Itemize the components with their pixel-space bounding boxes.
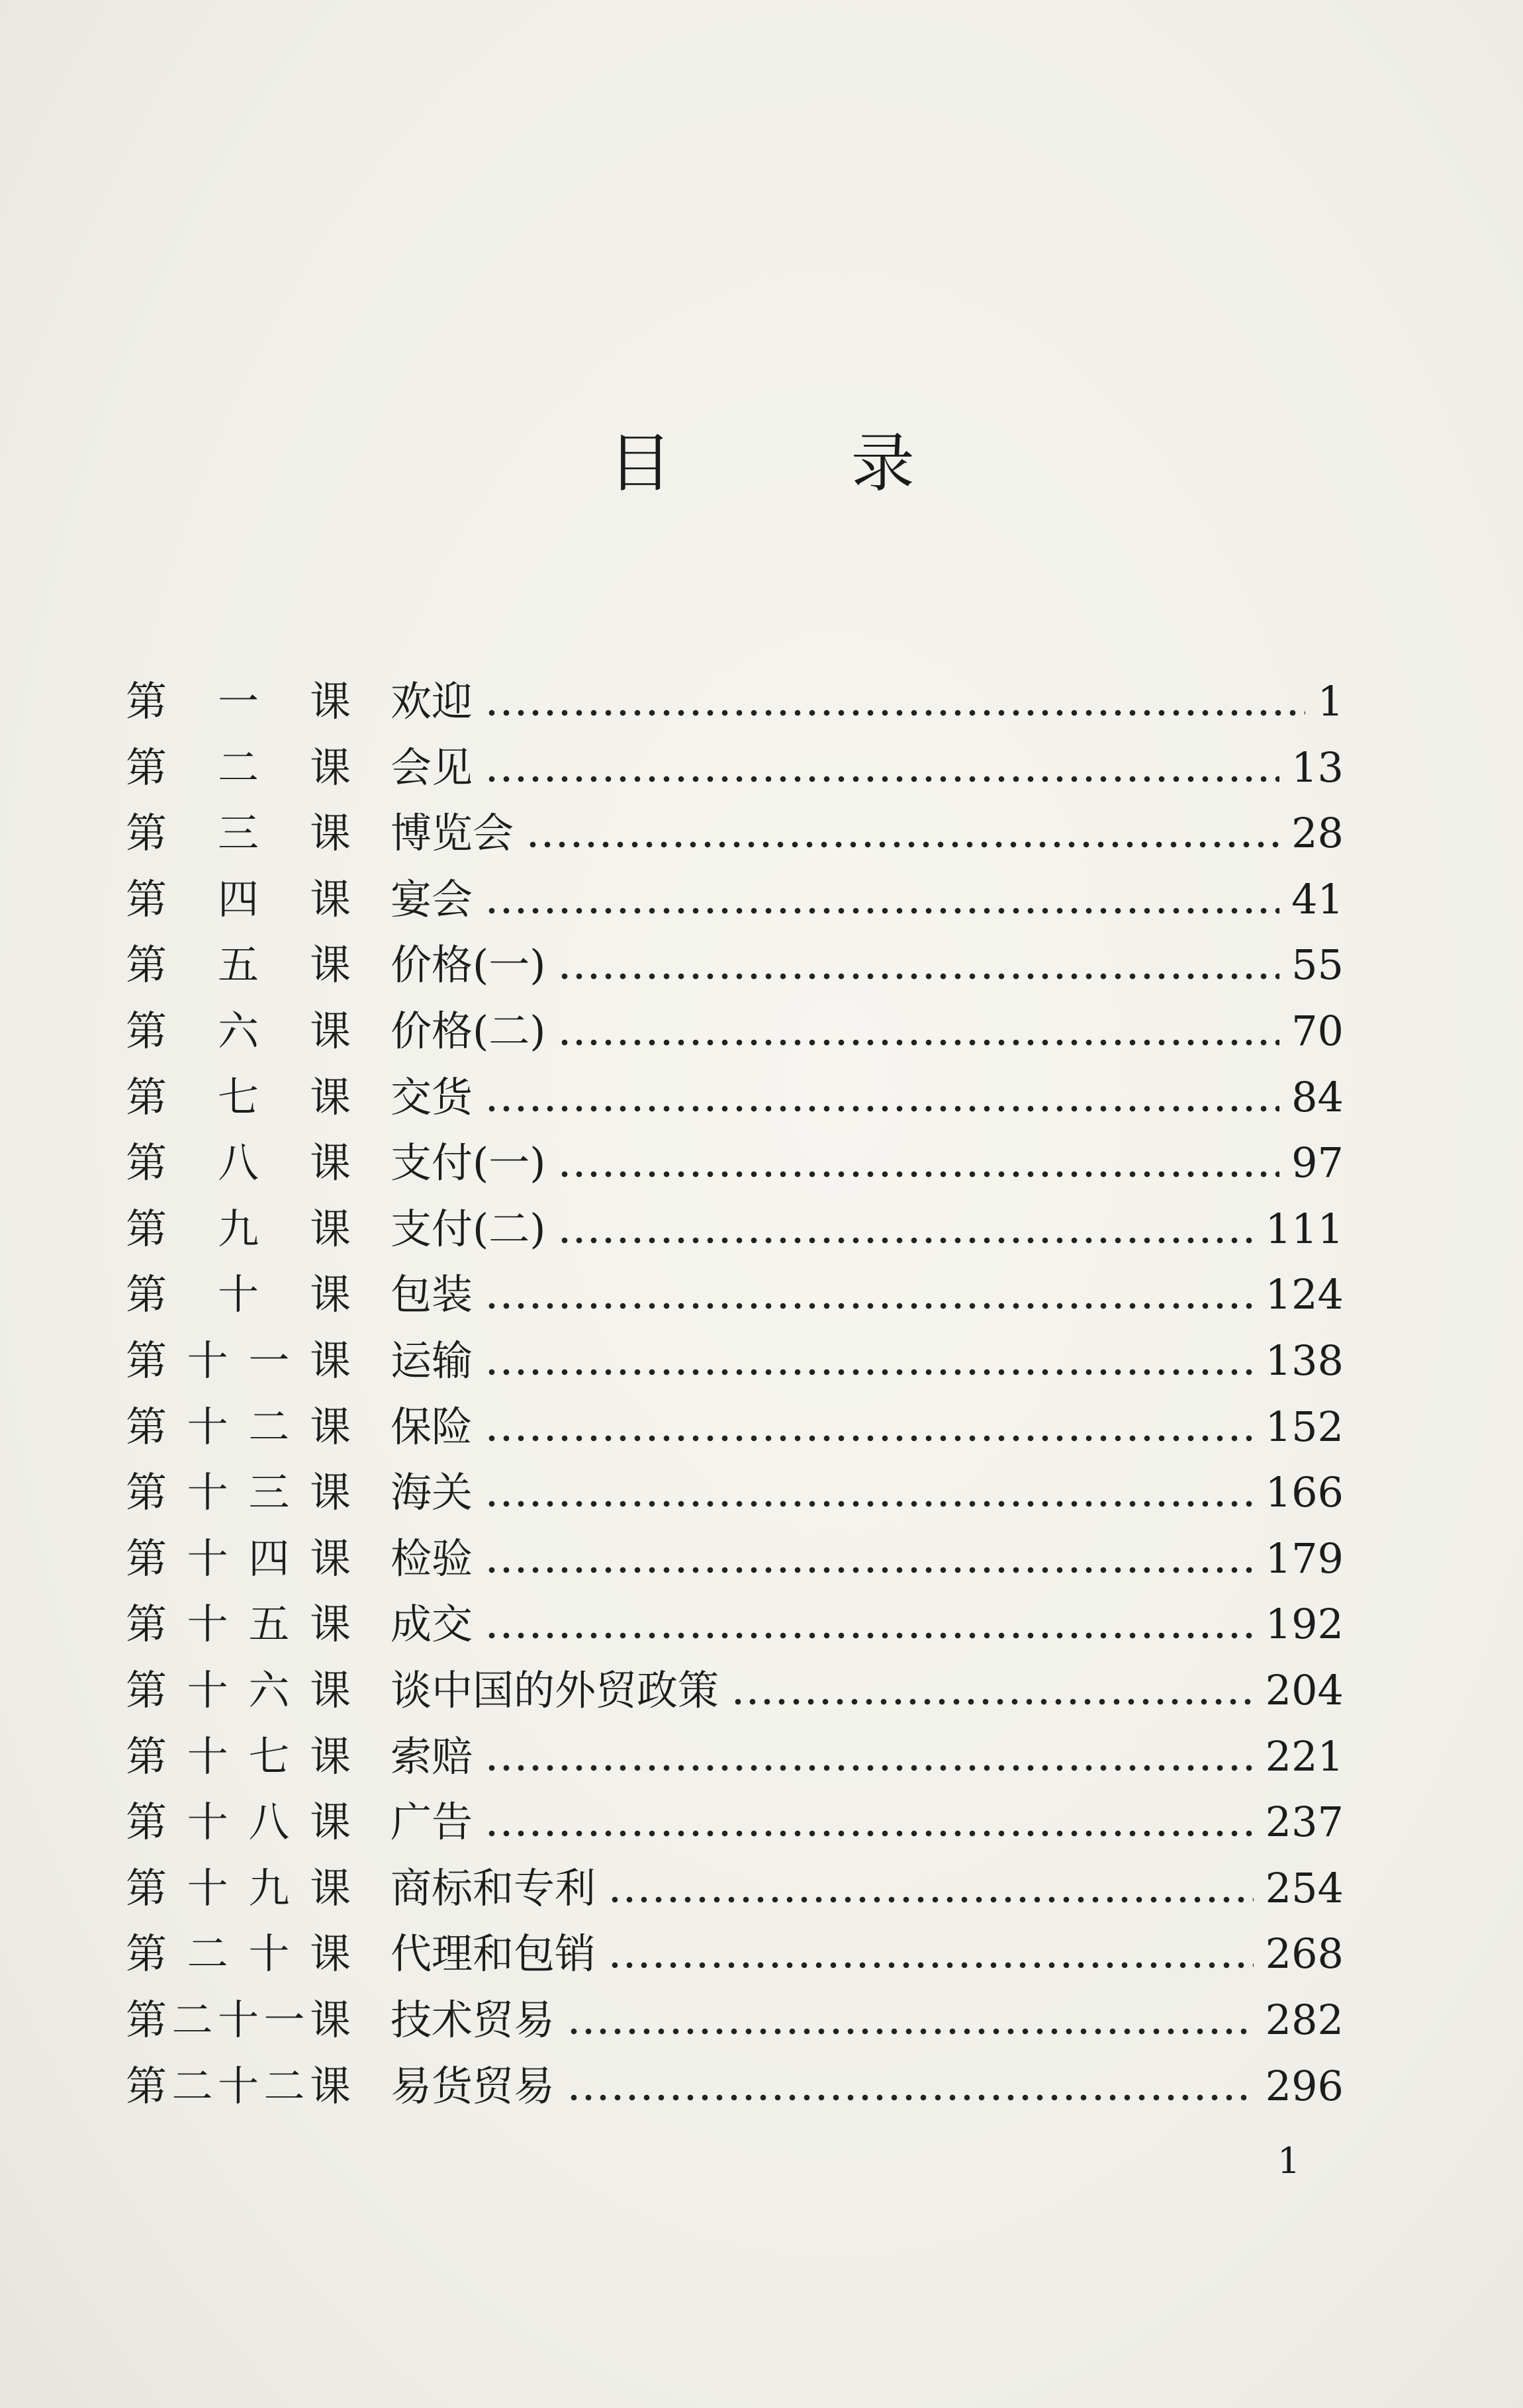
lesson-number — [126, 1724, 351, 1790]
dot-leader — [567, 1987, 1254, 2053]
lesson-number-char: 三 — [217, 809, 259, 858]
lesson-number-char: 八 — [217, 1138, 259, 1187]
lesson-number — [126, 1459, 351, 1526]
dot-leader — [485, 1328, 1254, 1394]
lesson-title: 支付(一) — [391, 1138, 546, 1187]
page-number: 97 — [1291, 1138, 1344, 1187]
dot-leader — [485, 669, 1305, 735]
lesson-number-char: 七 — [248, 1732, 290, 1781]
lesson-number-char: 课 — [309, 743, 351, 792]
lesson-number — [126, 1657, 351, 1724]
lesson-title: 博览会 — [391, 809, 514, 858]
lesson-title: 索赔 — [391, 1732, 473, 1781]
lesson-number-char: 第 — [126, 1666, 167, 1714]
page-number: 1 — [1317, 677, 1344, 725]
page-number: 296 — [1265, 2061, 1344, 2110]
lesson-number-char: 课 — [309, 1402, 351, 1451]
lesson-number-char: 课 — [309, 1336, 351, 1385]
lesson-title: 谈中国的外贸政策 — [391, 1666, 719, 1714]
toc-entry[interactable] — [126, 932, 1344, 998]
lesson-number-char: 课 — [309, 1072, 351, 1121]
dot-leader — [608, 1855, 1254, 1922]
lesson-title: 价格(二) — [391, 1007, 546, 1055]
toc-entry[interactable] — [126, 1459, 1344, 1526]
lesson-number-char: 第 — [126, 1732, 167, 1781]
lesson-title: 检验 — [391, 1534, 473, 1583]
dot-leader — [485, 1591, 1254, 1657]
lesson-number — [126, 1987, 351, 2053]
lesson-number-char: 第 — [126, 1007, 167, 1055]
lesson-number-char: 十 — [187, 1666, 228, 1714]
lesson-number-char: 课 — [309, 1007, 351, 1055]
lesson-number-char: 十 — [217, 2061, 259, 2110]
lesson-number-char: 五 — [248, 1600, 290, 1649]
toc-entry[interactable] — [126, 866, 1344, 933]
lesson-number-char: 七 — [217, 1072, 259, 1121]
lesson-title: 商标和专利 — [391, 1863, 596, 1912]
lesson-title: 运输 — [391, 1336, 473, 1385]
lesson-title: 交货 — [391, 1072, 473, 1121]
lesson-title: 海关 — [391, 1468, 473, 1517]
page-number: 84 — [1291, 1072, 1344, 1121]
page-number: 138 — [1265, 1336, 1344, 1385]
lesson-title: 会见 — [391, 743, 473, 792]
lesson-number — [126, 735, 351, 801]
lesson-title: 广告 — [391, 1798, 473, 1847]
lesson-number — [126, 1196, 351, 1262]
lesson-title: 支付(二) — [391, 1204, 546, 1253]
dot-leader — [485, 1526, 1254, 1592]
lesson-title: 保险 — [391, 1402, 473, 1451]
lesson-number-char: 课 — [309, 1929, 351, 1978]
lesson-number-char: 课 — [309, 809, 351, 858]
page-number: 41 — [1291, 874, 1344, 923]
page-number: 179 — [1265, 1534, 1344, 1583]
page-number: 28 — [1291, 809, 1344, 858]
lesson-number-char: 第 — [126, 1534, 167, 1583]
lesson-number — [126, 866, 351, 933]
lesson-number-char: 十 — [187, 1336, 228, 1385]
toc-entry[interactable] — [126, 1262, 1344, 1328]
lesson-number-char: 十 — [217, 1270, 259, 1319]
toc-entry[interactable] — [126, 1724, 1344, 1790]
dot-leader — [608, 1921, 1254, 1987]
lesson-number-char: 八 — [248, 1798, 290, 1847]
lesson-number-char: 九 — [248, 1863, 290, 1912]
toc-entry[interactable] — [126, 1855, 1344, 1922]
lesson-title: 易货贸易 — [391, 2061, 555, 2110]
page-number: 268 — [1265, 1929, 1344, 1978]
lesson-number-char: 十 — [248, 1929, 290, 1978]
lesson-number-char: 课 — [309, 1468, 351, 1517]
lesson-number-char: 十 — [187, 1468, 228, 1517]
lesson-number-char: 三 — [248, 1468, 290, 1517]
lesson-number-char: 课 — [309, 1534, 351, 1583]
lesson-number-char: 十 — [187, 1402, 228, 1451]
page-number: 237 — [1265, 1798, 1344, 1847]
lesson-number-char: 第 — [126, 2061, 167, 2110]
lesson-number-char: 课 — [309, 1138, 351, 1187]
dot-leader — [485, 866, 1279, 933]
dot-leader — [731, 1657, 1254, 1724]
lesson-number-char: 第 — [126, 1072, 167, 1121]
page-number: 13 — [1291, 743, 1344, 792]
page-number: 221 — [1265, 1732, 1344, 1781]
lesson-number — [126, 1921, 351, 1987]
lesson-number-char: 二 — [171, 1996, 213, 2044]
toc-entry[interactable] — [126, 998, 1344, 1064]
lesson-number — [126, 1394, 351, 1460]
lesson-number — [126, 1855, 351, 1922]
lesson-number-char: 课 — [309, 1204, 351, 1253]
toc-entry[interactable] — [126, 1130, 1344, 1196]
page-number: 152 — [1265, 1402, 1344, 1451]
lesson-number — [126, 800, 351, 866]
page-number: 192 — [1265, 1600, 1344, 1649]
dot-leader — [557, 932, 1279, 998]
lesson-title: 代理和包销 — [391, 1929, 596, 1978]
toc-entry[interactable] — [126, 1394, 1344, 1460]
lesson-number-char: 课 — [309, 1270, 351, 1319]
lesson-number — [126, 998, 351, 1064]
dot-leader — [557, 998, 1279, 1064]
lesson-number-char: 第 — [126, 1996, 167, 2044]
lesson-number-char: 十 — [217, 1996, 259, 2044]
lesson-number-char: 第 — [126, 743, 167, 792]
lesson-title: 宴会 — [391, 874, 473, 923]
lesson-number-char: 十 — [187, 1534, 228, 1583]
lesson-number-char: 课 — [309, 1996, 351, 2044]
page-number: 124 — [1265, 1270, 1344, 1319]
lesson-number-char: 第 — [126, 677, 167, 725]
lesson-number — [126, 1064, 351, 1131]
toc-entry[interactable] — [126, 669, 1344, 735]
lesson-number-char: 二 — [263, 2061, 305, 2110]
dot-leader — [485, 735, 1279, 801]
lesson-number-char: 四 — [217, 874, 259, 923]
toc-entry[interactable] — [126, 800, 1344, 866]
lesson-number-char: 十 — [187, 1863, 228, 1912]
toc-entry[interactable] — [126, 1064, 1344, 1131]
lesson-number-char: 第 — [126, 1270, 167, 1319]
toc-entry[interactable] — [126, 1789, 1344, 1855]
lesson-number-char: 第 — [126, 1468, 167, 1517]
lesson-number-char: 六 — [248, 1666, 290, 1714]
toc-entry[interactable] — [126, 1526, 1344, 1592]
lesson-number — [126, 1591, 351, 1657]
page-number: 111 — [1265, 1204, 1344, 1253]
dot-leader — [557, 1196, 1253, 1262]
lesson-number — [126, 932, 351, 998]
lesson-number-char: 第 — [126, 1600, 167, 1649]
toc-entry[interactable] — [126, 2053, 1344, 2119]
lesson-number — [126, 2053, 351, 2119]
lesson-number-char: 一 — [263, 1996, 305, 2044]
lesson-number-char: 二 — [248, 1402, 290, 1451]
lesson-number-char: 课 — [309, 1732, 351, 1781]
lesson-number — [126, 1262, 351, 1328]
toc-entry[interactable] — [126, 735, 1344, 801]
lesson-number-char: 第 — [126, 809, 167, 858]
dot-leader — [485, 1459, 1254, 1526]
lesson-number-char: 课 — [309, 677, 351, 725]
lesson-number-char: 十 — [187, 1600, 228, 1649]
page-number: 166 — [1265, 1468, 1344, 1517]
lesson-number — [126, 1328, 351, 1394]
lesson-number-char: 课 — [309, 874, 351, 923]
dot-leader — [485, 1724, 1254, 1790]
lesson-number-char: 课 — [309, 1798, 351, 1847]
lesson-title: 成交 — [391, 1600, 473, 1649]
lesson-number-char: 第 — [126, 1929, 167, 1978]
lesson-number — [126, 1130, 351, 1196]
folio-page-number: 1 — [1277, 2140, 1301, 2182]
toc-entry[interactable] — [126, 1657, 1344, 1724]
lesson-number — [126, 669, 351, 735]
lesson-number-char: 第 — [126, 941, 167, 990]
lesson-number-char: 九 — [217, 1204, 259, 1253]
toc-entry[interactable] — [126, 1591, 1344, 1657]
lesson-number-char: 课 — [309, 941, 351, 990]
lesson-number-char: 十 — [187, 1732, 228, 1781]
lesson-number-char: 第 — [126, 1336, 167, 1385]
dot-leader — [557, 1130, 1279, 1196]
page-number: 282 — [1265, 1996, 1344, 2044]
lesson-number-char: 第 — [126, 1863, 167, 1912]
dot-leader — [567, 2053, 1254, 2119]
lesson-number-char: 第 — [126, 1402, 167, 1451]
dot-leader — [485, 1789, 1254, 1855]
lesson-number-char: 十 — [187, 1798, 228, 1847]
lesson-number-char: 一 — [217, 677, 259, 725]
lesson-number-char: 课 — [309, 1600, 351, 1649]
lesson-number — [126, 1526, 351, 1592]
lesson-number-char: 课 — [309, 1863, 351, 1912]
toc-entry[interactable] — [126, 1987, 1344, 2053]
lesson-number-char: 第 — [126, 1138, 167, 1187]
page-number: 70 — [1291, 1007, 1344, 1055]
lesson-title: 包装 — [391, 1270, 473, 1319]
lesson-number-char: 二 — [217, 743, 259, 792]
lesson-title: 价格(一) — [391, 941, 546, 990]
lesson-number-char: 第 — [126, 874, 167, 923]
toc-entry[interactable] — [126, 1328, 1344, 1394]
dot-leader — [526, 800, 1279, 866]
lesson-number-char: 课 — [309, 1666, 351, 1714]
lesson-number — [126, 1789, 351, 1855]
page-number: 55 — [1291, 941, 1344, 990]
lesson-number-char: 课 — [309, 2061, 351, 2110]
lesson-number-char: 二 — [187, 1929, 228, 1978]
page-title: 目 录 — [608, 426, 994, 500]
dot-leader — [485, 1394, 1254, 1460]
lesson-number-char: 第 — [126, 1204, 167, 1253]
lesson-title: 技术贸易 — [391, 1996, 555, 2044]
toc-entry[interactable] — [126, 1921, 1344, 1987]
toc-entry[interactable] — [126, 1196, 1344, 1262]
lesson-number-char: 二 — [171, 2061, 213, 2110]
dot-leader — [485, 1262, 1254, 1328]
page-number: 204 — [1265, 1666, 1344, 1714]
lesson-number-char: 一 — [248, 1336, 290, 1385]
lesson-number-char: 第 — [126, 1798, 167, 1847]
page-number: 254 — [1265, 1863, 1344, 1912]
lesson-number-char: 四 — [248, 1534, 290, 1583]
lesson-number-char: 五 — [217, 941, 259, 990]
lesson-number-char: 六 — [217, 1007, 259, 1055]
dot-leader — [485, 1064, 1279, 1131]
lesson-title: 欢迎 — [391, 677, 473, 725]
